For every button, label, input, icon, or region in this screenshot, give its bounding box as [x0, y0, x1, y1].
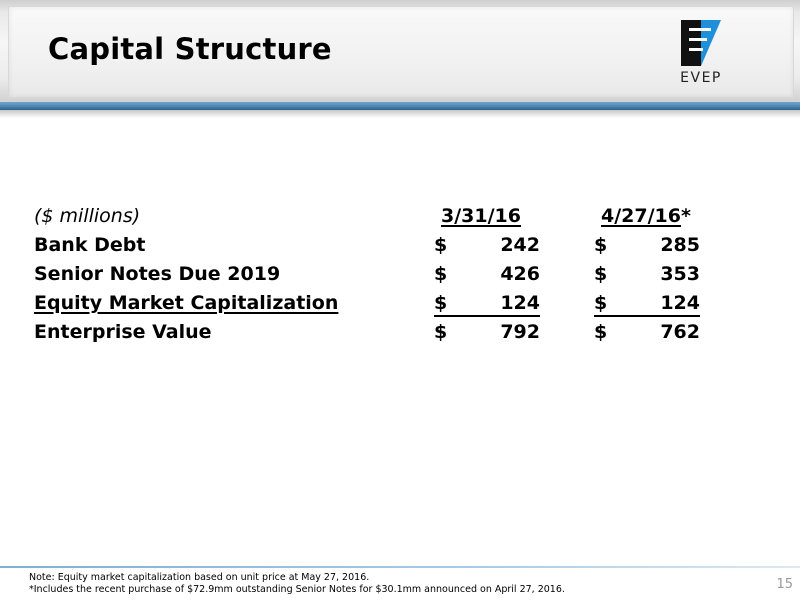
row-label-bank-debt: Bank Debt [34, 234, 146, 256]
row-label-enterprise-value: Enterprise Value [34, 321, 212, 343]
currency-sign: $ [594, 263, 608, 285]
column-header-2 [601, 205, 691, 227]
column-header-2-date: 4/27/16 [601, 205, 681, 227]
row-label-equity-cap: Equity Market Capitalization [34, 292, 339, 314]
column-header-1: 3/31/16 [441, 205, 521, 227]
currency-sign: $ [434, 292, 448, 314]
logo-text: EVEP [680, 70, 722, 86]
footnote-equity-cap: Note: Equity market capitalization based on unit price at May 27, 2016. [29, 572, 370, 583]
units-label: ($ millions) [34, 205, 141, 227]
footnote-senior-notes: *Includes the recent purchase of $72.9mm outstanding Senior Notes for $30.1mm announced on April 27, 2016. [29, 584, 565, 595]
currency-sign: $ [434, 263, 448, 285]
currency-sign: $ [594, 234, 608, 256]
value-senior-notes-2: 353 [660, 263, 700, 285]
value-enterprise-value-1: 792 [500, 321, 540, 343]
value-bank-debt-1: 242 [500, 234, 540, 256]
value-equity-cap-2: 124 [660, 292, 700, 314]
value-bank-debt-2: 285 [660, 234, 700, 256]
currency-sign: $ [434, 321, 448, 343]
value-senior-notes-1: 426 [500, 263, 540, 285]
subtotal-underline-2 [594, 315, 700, 317]
footer-divider [0, 566, 800, 568]
value-enterprise-value-2: 762 [660, 321, 700, 343]
slide-title: Capital Structure [48, 32, 332, 66]
page-number: 15 [776, 577, 793, 592]
currency-sign: $ [594, 292, 608, 314]
row-label-senior-notes: Senior Notes Due 2019 [34, 263, 281, 285]
currency-sign: $ [434, 234, 448, 256]
subtotal-underline-1 [434, 315, 540, 317]
currency-sign: $ [594, 321, 608, 343]
column-header-2-asterisk: * [680, 205, 691, 227]
value-equity-cap-1: 124 [500, 292, 540, 314]
